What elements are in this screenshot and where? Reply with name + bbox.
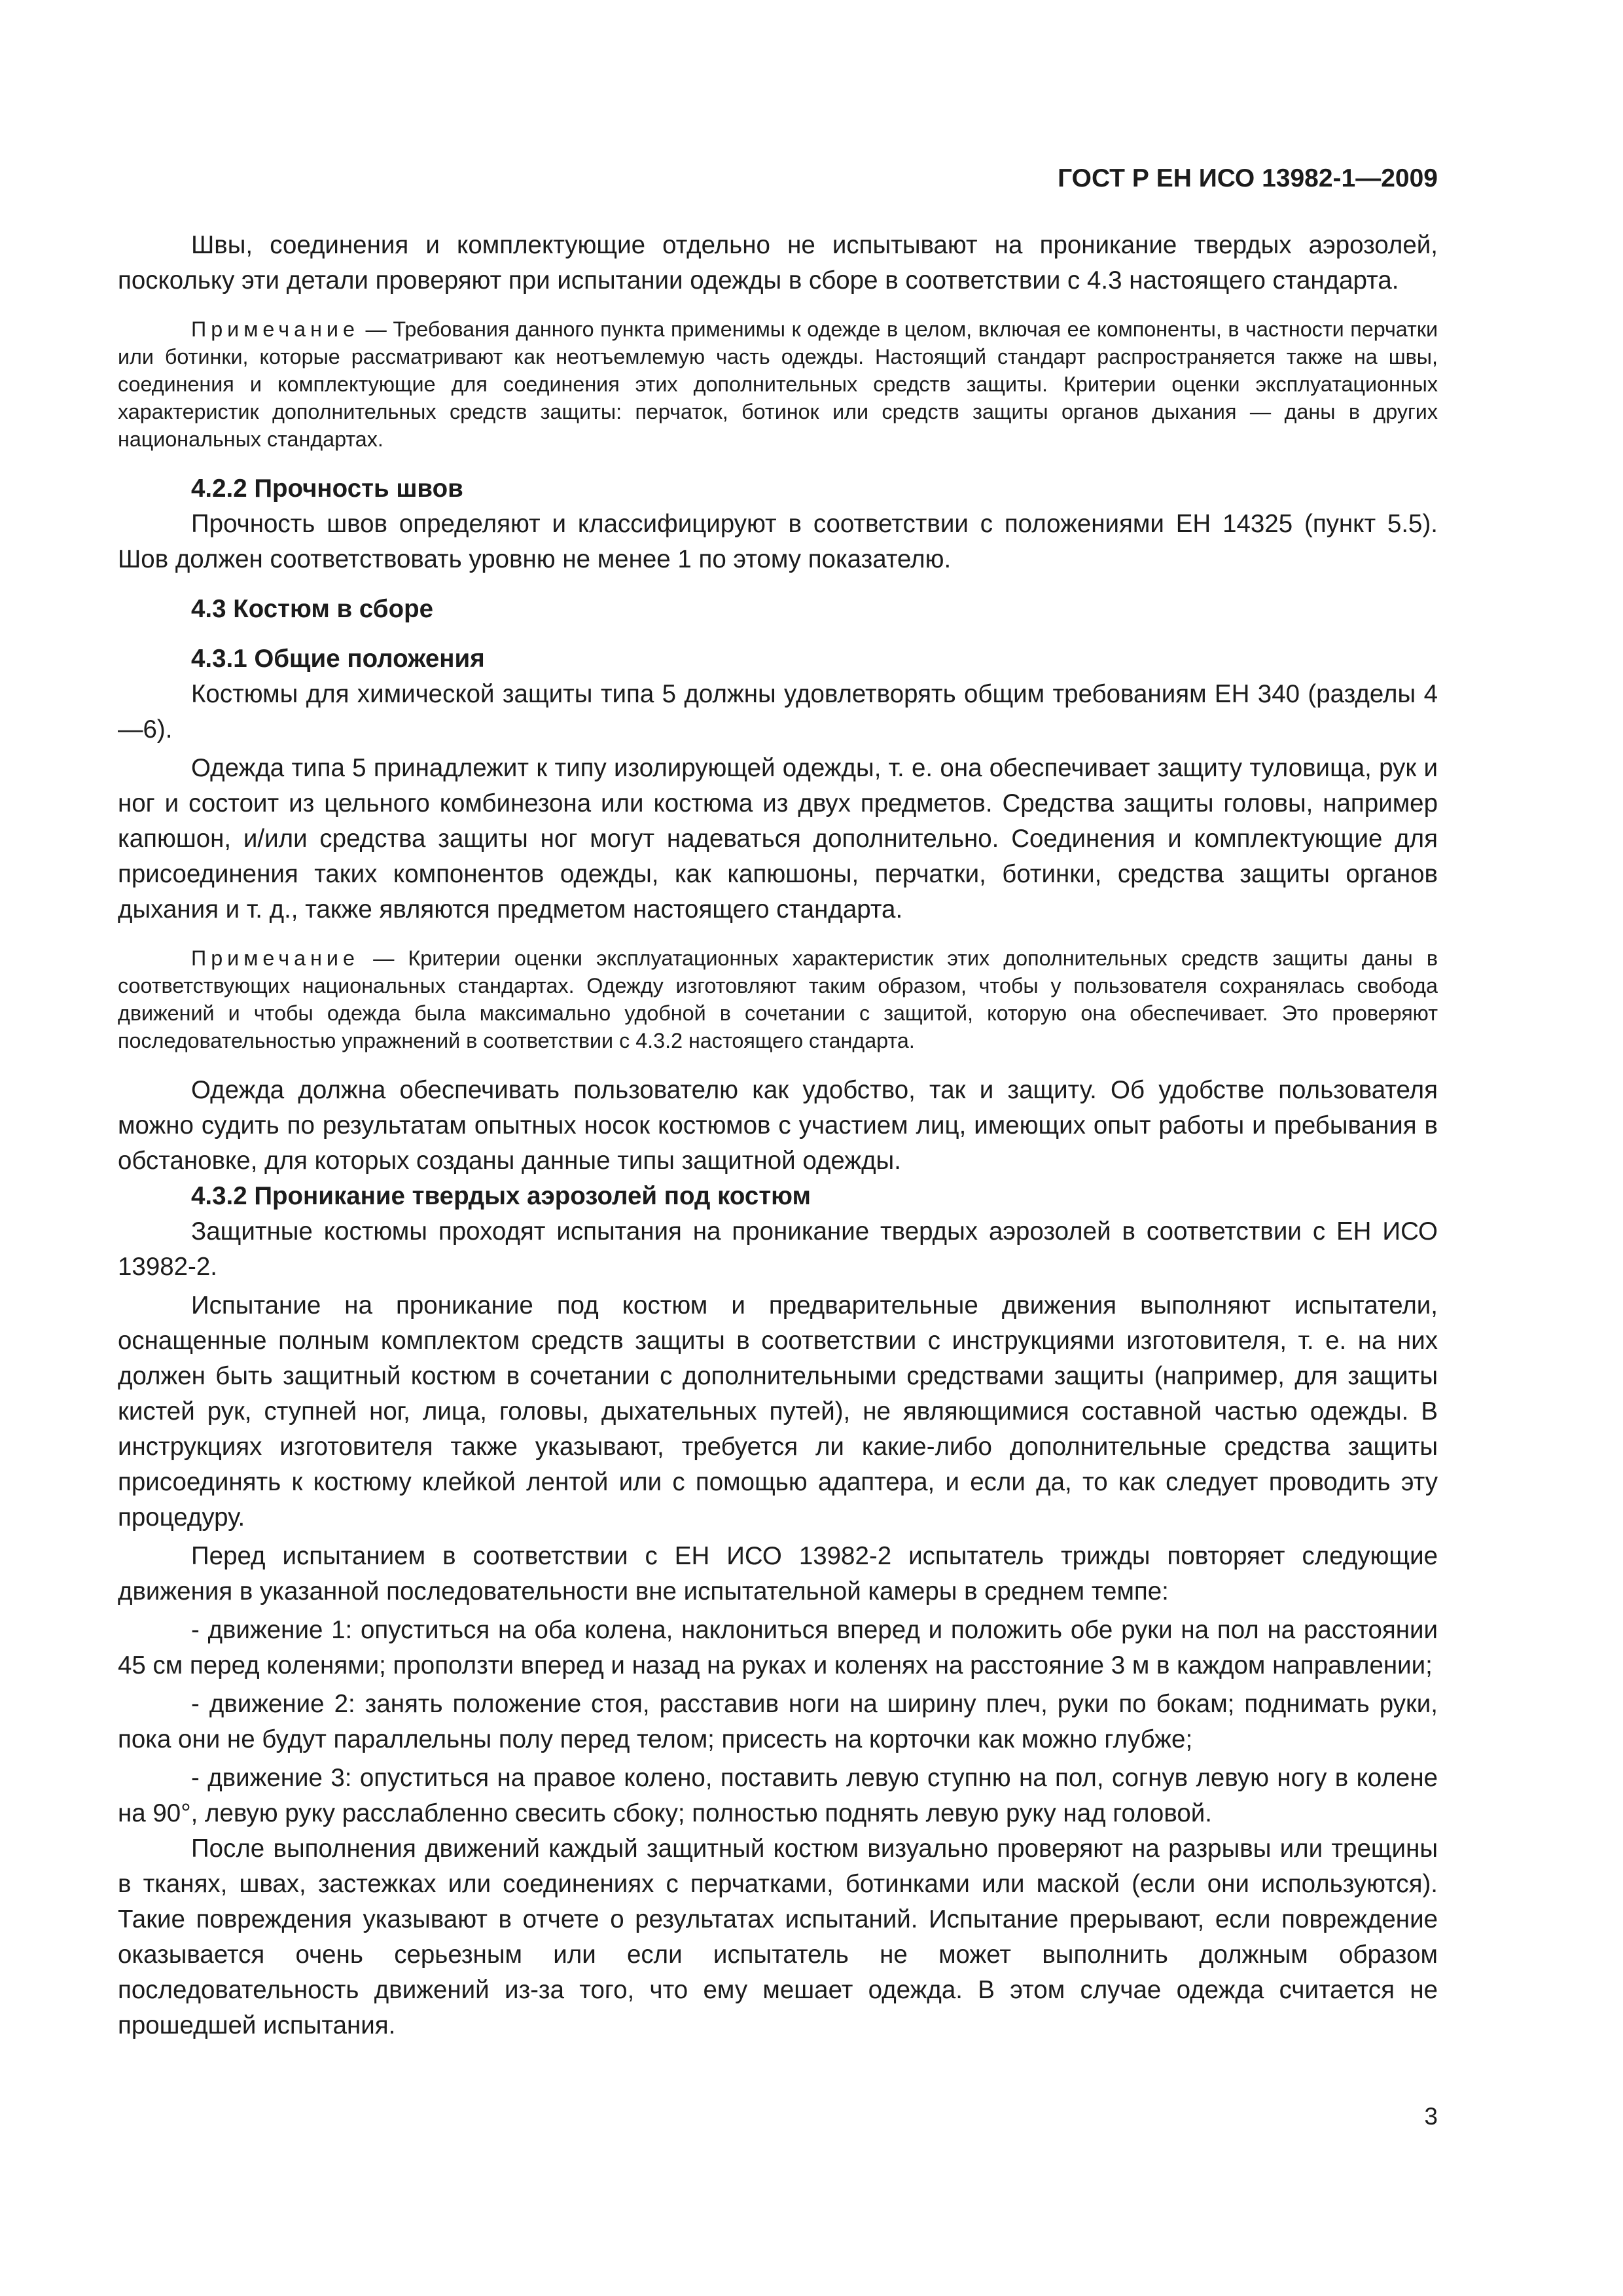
note-2: [118, 944, 1438, 1054]
paragraph-4-3-1-c: Одежда должна обеспечивать пользователю как удобство, так и защиту. Об удобстве пользователя можно судить по результатам опытных носок костюмов с участием лиц, имеющих опыт работы и пребывания в обстановке, для которых созданы данные типы защитной одежды.: [118, 1076, 1438, 1175]
heading-4-3-1: 4.3.1 Общие положения: [191, 645, 485, 673]
movement-list: [118, 1613, 1438, 1831]
paragraph-seams: Швы, соединения и комплектующие отдельно не испытывают на проникание твердых аэрозолей, поскольку эти детали проверяют при испытании одежды в сборе в соответствии с 4.3 настоящего стандарта.: [118, 231, 1438, 295]
standard-designation: ГОСТ Р ЕН ИСО 13982-1—2009: [1058, 164, 1438, 192]
paragraph-4-3-2-b: Испытание на проникание под костюм и предварительные движения выполняют испытатели, оснащенные полным комплектом средств защиты в соответствии с инструкциями изготовителя, т. е. на них должен быть защитный костюм в сочетании с дополнительными средствами защиты (например, для защиты кистей рук, ступней ног, лица, головы, дыхательных путей), не являющимися составной частью одежды. В инструкциях изготовителя также указывают, требуется ли какие-либо дополнительные средства защиты присоединять к костюму клейкой лентой или с помощью адаптера, и если да, то как следует проводить эту процедуру.: [118, 1291, 1438, 1532]
paragraph-4-3-2-c: Перед испытанием в соответствии с ЕН ИСО 13982-2 испытатель трижды повторяет следующие движения в указанной последовательности вне испытательной камеры в среднем темпе:: [118, 1542, 1438, 1605]
note-2-label: Примечание: [191, 946, 359, 970]
movement-1: - движение 1: опуститься на оба колена, наклониться вперед и положить обе руки на пол на расстоянии 45 см перед коленями; проползти вперед и назад на руках и коленях на расстояние 3 м в каждом направлении;: [118, 1616, 1438, 1679]
heading-4-3: 4.3 Костюм в сборе: [191, 595, 434, 623]
paragraph-4-3-2-a: Защитные костюмы проходят испытания на проникание твердых аэрозолей в соответствии с ЕН ИСО 13982-2.: [118, 1217, 1438, 1281]
paragraph-4-3-1-b: Одежда типа 5 принадлежит к типу изолирующей одежды, т. е. она обеспечивает защиту туловища, рук и ног и состоит из цельного комбинезона или костюма из двух предметов. Средства защиты головы, например капюшон, и/или средства защиты ног могут надеваться дополнительно. Соединения и комплектующие для присоединения таких компонентов одежды, как капюшоны, перчатки, ботинки, средства защиты органов дыхания и т. д., также являются предметом настоящего стандарта.: [118, 754, 1438, 924]
note-1-label: Примечание: [191, 317, 359, 341]
page-number: 3: [1424, 2103, 1438, 2130]
heading-4-2-2: 4.2.2 Прочность швов: [191, 475, 463, 503]
document-body: [118, 228, 1438, 2043]
paragraph-4-3-2-d: После выполнения движений каждый защитный костюм визуально проверяют на разрывы или трещины в тканях, швах, застежках или соединениях с перчатками, ботинками или маской (если они используются). Такие повреждения указывают в отчете о результатах испытаний. Испытание прерывают, если повреждение оказывается очень серьезным или если испытатель не может выполнить должным образом последовательность движений из-за того, что ему мешает одежда. В этом случае одежда считается не прошедшей испытания.: [118, 1835, 1438, 2039]
paragraph-4-3-1-a: Костюмы для химической защиты типа 5 должны удовлетворять общим требованиям ЕН 340 (разделы 4—6).: [118, 680, 1438, 744]
note-1-text: — Требования данного пункта применимы к одежде в целом, включая ее компоненты, в частности перчатки или ботинки, которые рассматривают как неотъемлемую часть одежды. Настоящий стандарт распространяется также на швы, соединения и комплектующие для соединения этих дополнительных средств защиты. Критерии оценки эксплуатационных характеристик дополнительных средств защиты: перчаток, ботинок или средств защиты органов дыхания — даны в других национальных стандартах.: [118, 317, 1438, 451]
note-2-text: — Критерии оценки эксплуатационных характеристик этих дополнительных средств защиты даны в соответствующих национальных стандартах. Одежду изготовляют таким образом, чтобы у пользователя сохранялась свобода движений и чтобы одежда была максимально удобной в сочетании с защитой, которую она обеспечивает. Это проверяют последовательностью упражнений в соответствии с 4.3.2 настоящего стандарта.: [118, 946, 1438, 1052]
paragraph-4-2-2: Прочность швов определяют и классифицируют в соответствии с положениями ЕН 14325 (пункт 5.5). Шов должен соответствовать уровню не менее 1 по этому показателю.: [118, 510, 1438, 573]
heading-4-3-2: 4.3.2 Проникание твердых аэрозолей под костюм: [191, 1182, 812, 1210]
movement-3: - движение 3: опуститься на правое колено, поставить левую ступню на пол, согнув левую ногу в колене на 90°, левую руку расслабленно свесить сбоку; полностью поднять левую руку над головой.: [118, 1764, 1438, 1827]
movement-2: - движение 2: занять положение стоя, расставив ноги на ширину плеч, руки по бокам; поднимать руки, пока они не будут параллельны полу перед телом; присесть на корточки как можно глубже;: [118, 1690, 1438, 1753]
note-1: [118, 315, 1438, 453]
